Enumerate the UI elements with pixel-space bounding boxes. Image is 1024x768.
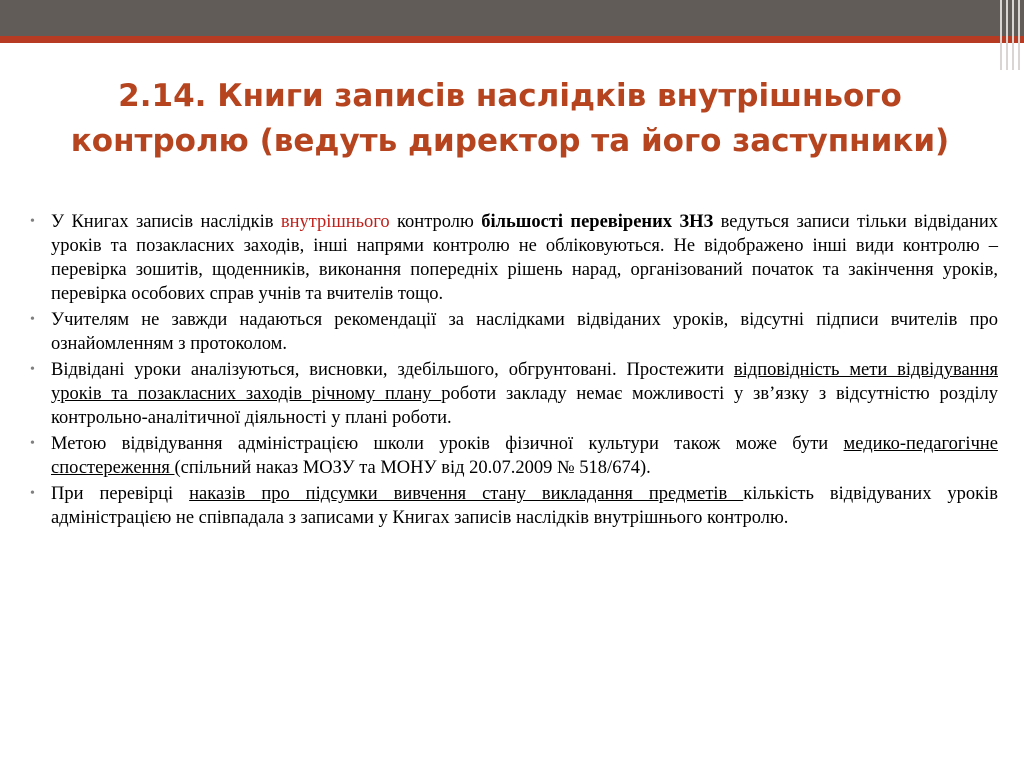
bullet-3-text-1: Відвідані уроки аналізуються, висновки, здебільшого, обгрунтовані. Простежити [51,360,734,380]
bullet-1-bold: більшості перевірених ЗНЗ [481,212,714,232]
header-bar [0,0,1024,36]
slide-title: 2.14. Книги записів наслідків внутрішнього контролю (ведуть директор та його заступники) [70,78,950,159]
bullet-3-underlined: відповідність мети відвідування уроків та позакласних заходів річному плану [51,360,998,404]
bullet-item-2 [30,308,998,356]
bullet-item-4 [30,432,998,480]
bullet-icon: • [30,436,35,451]
bullet-icon: • [30,214,35,229]
bullet-4-text-1: Метою відвідування адміністрацією школи уроків фізичної культури також може бути [51,434,844,454]
bullet-item-1 [30,210,998,306]
bullet-1-text-3: контролю [389,212,482,232]
bullet-icon: • [30,486,35,501]
bullet-5-text-1: При перевірці [51,484,190,504]
header-stripe [0,36,1024,43]
bullet-2-text: Учителям не завжди надаються рекомендації за наслідками відвіданих уроків, відсутні підписи вчителів про ознайомленням з протоколом. [51,310,998,354]
bullet-4-text-3: (спільний наказ МОЗУ та МОНУ від 20.07.2009 № 518/674). [174,458,651,478]
corner-decoration [998,0,1024,70]
bullet-icon: • [30,362,35,377]
bullet-item-3 [30,358,998,430]
bullet-item-5 [30,482,998,530]
bullet-1-text-1: У Книгах записів наслідків [51,212,281,232]
slide-content [30,210,998,532]
bullet-3-text-3: роботи закладу немає можливості у зв’язку з відсутністю розділу контрольно-аналітичної діяльності у плані роботи. [51,384,998,428]
bullet-1-text-5: ведуться записи тільки відвіданих уроків та позакласних заходів, інші напрями контролю не обліковуються. Не відображено інші види контролю – перевірка зошитів, щоденників, виконання попередніх рішень нарад, організований початок та закінчення уроків, перевірка особових справ учнів та вчителів тощо. [51,212,998,304]
bullet-4-underlined: медико-педагогічне спостереження [51,434,998,478]
bullet-5-underlined: наказів про підсумки вивчення стану викладання предметів [189,484,744,504]
bullet-1-highlight: внутрішнього [280,212,390,232]
bullet-list [30,210,998,530]
bullet-5-text-3: кількість відвідуваних уроків адміністрацією не співпадала з записами у Книгах записів наслідків внутрішнього контролю. [51,484,999,528]
bullet-icon: • [30,312,35,327]
